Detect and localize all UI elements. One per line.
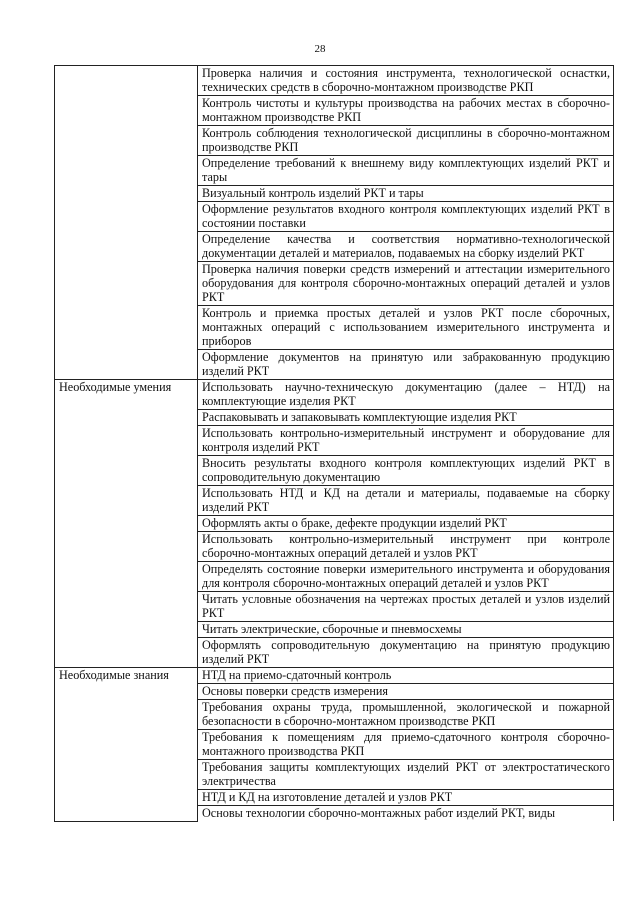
table-cell: Требования охраны труда, промышленной, экологической и пожарной безопасности в сборочно-монтажном производстве РКП (198, 700, 614, 730)
table-cell: Использовать контрольно-измерительный инструмент при контроле сборочно-монтажных операций деталей и узлов РКТ (198, 532, 614, 562)
table-cell: Определять состояние поверки измерительного инструмента и оборудования для контроля сборочно-монтажных операций деталей и узлов РКТ (198, 562, 614, 592)
table-row (55, 380, 614, 410)
table-cell: Использовать научно-техническую документацию (далее – НТД) на комплектующие изделия РКТ (198, 380, 614, 410)
table-cell: Оформление документов на принятую или забракованную продукцию изделий РКТ (198, 350, 614, 380)
section-label: Необходимые знания (55, 668, 198, 822)
table-cell: Оформлять сопроводительную документацию на принятую продукцию изделий РКТ (198, 638, 614, 668)
table-cell: НТД и КД на изготовление деталей и узлов РКТ (198, 790, 614, 806)
table-cell: Определение требований к внешнему виду комплектующих изделий РКТ и тары (198, 156, 614, 186)
table-cell: Использовать контрольно-измерительный инструмент и оборудование для контроля изделий РКТ (198, 426, 614, 456)
table-cell: Вносить результаты входного контроля комплектующих изделий РКТ в сопроводительную документацию (198, 456, 614, 486)
section-label (55, 66, 198, 380)
table-cell: Читать условные обозначения на чертежах простых деталей и узлов изделий РКТ (198, 592, 614, 622)
table-cell: Требования защиты комплектующих изделий РКТ от электростатического электричества (198, 760, 614, 790)
table-cell: Основы поверки средств измерения (198, 684, 614, 700)
table-cell: Контроль чистоты и культуры производства на рабочих местах в сборочно-монтажном производстве РКП (198, 96, 614, 126)
table-row (55, 668, 614, 684)
table-cell: Требования к помещениям для приемо-сдаточного контроля сборочно-монтажного производства РКП (198, 730, 614, 760)
table-cell: НТД на приемо-сдаточный контроль (198, 668, 614, 684)
table-cell: Контроль и приемка простых деталей и узлов РКТ после сборочных, монтажных операций с использованием измерительного инструмента и приборов (198, 306, 614, 350)
table-cell: Распаковывать и запаковывать комплектующие изделия РКТ (198, 410, 614, 426)
table-cell: Основы технологии сборочно-монтажных работ изделий РКТ, виды (198, 806, 614, 822)
table-cell: Проверка наличия поверки средств измерений и аттестации измерительного оборудования для контроля сборочно-монтажных операций деталей и узлов РКТ (198, 262, 614, 306)
table-cell: Визуальный контроль изделий РКТ и тары (198, 186, 614, 202)
table-cell: Читать электрические, сборочные и пневмосхемы (198, 622, 614, 638)
section-label: Необходимые умения (55, 380, 198, 668)
table-cell: Использовать НТД и КД на детали и материалы, подаваемые на сборку изделий РКТ (198, 486, 614, 516)
table-row (55, 66, 614, 96)
table-cell: Контроль соблюдения технологической дисциплины в сборочно-монтажном производстве РКП (198, 126, 614, 156)
page-number: 28 (314, 43, 326, 55)
table-cell: Оформлять акты о браке, дефекте продукции изделий РКТ (198, 516, 614, 532)
table-cell: Оформление результатов входного контроля комплектующих изделий РКТ в состоянии поставки (198, 202, 614, 232)
table-cell: Проверка наличия и состояния инструмента, технологической оснастки, технических средств в сборочно-монтажном производстве РКП (198, 66, 614, 96)
competency-table (54, 65, 614, 822)
table-cell: Определение качества и соответствия нормативно-технологической документации деталей и материалов, подаваемых на сборку изделий РКТ (198, 232, 614, 262)
